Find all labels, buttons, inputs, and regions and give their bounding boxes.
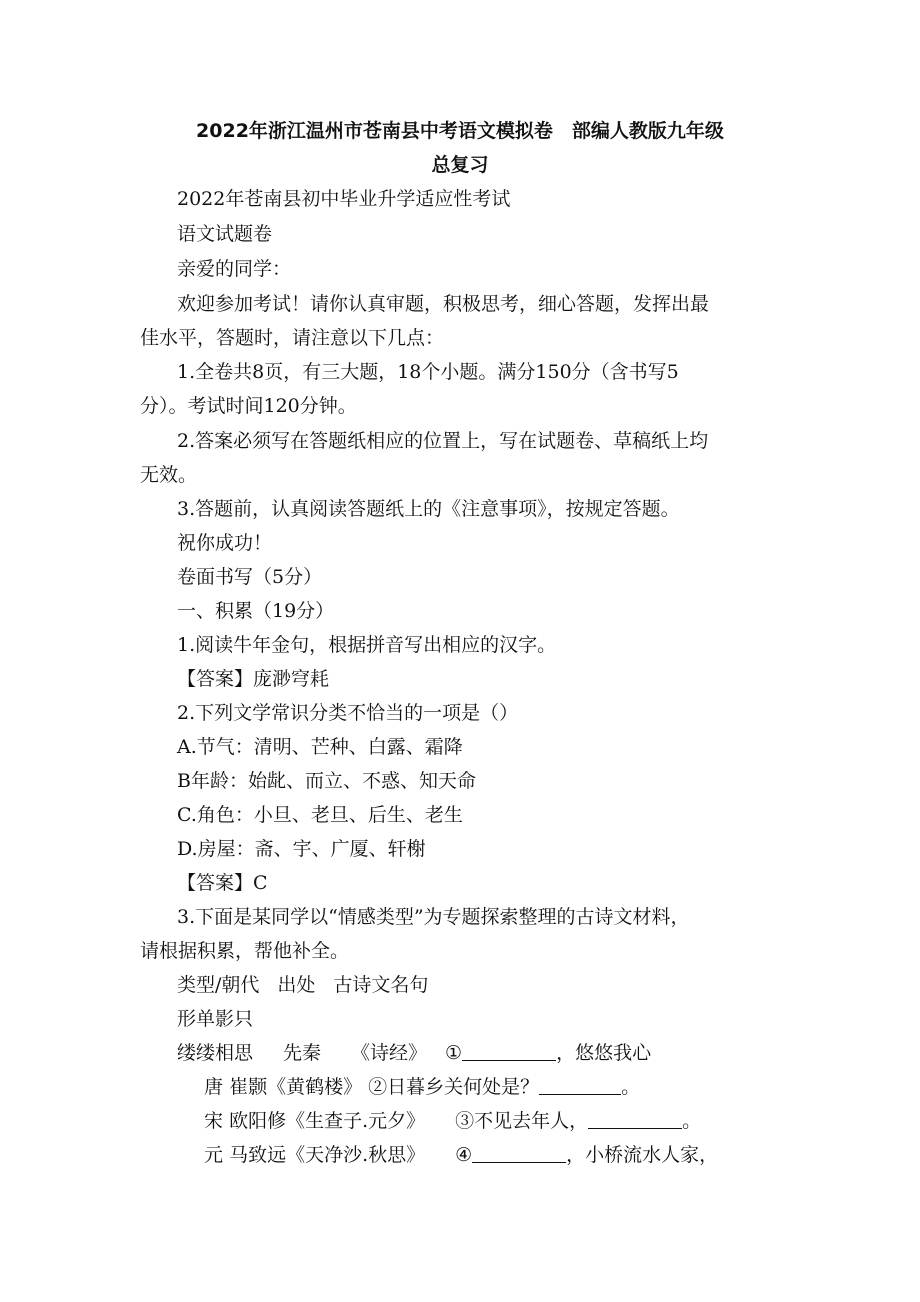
wish: 祝你成功！ — [177, 532, 273, 554]
handwriting-section: 卷面书写（5分） — [177, 566, 323, 588]
row2-after: 。 — [621, 1076, 641, 1098]
table-header-quote: 古诗文名句 — [333, 974, 429, 996]
intro-line2: 佳水平，答题时，请注意以下几点： — [140, 327, 445, 349]
document-title-line1: 2022年浙江温州市苍南县中考语文模拟卷 部编人教版九年级 — [196, 120, 724, 142]
row3-source: 欧阳修《生查子.元夕》 — [229, 1110, 426, 1132]
row3-after: 。 — [682, 1110, 702, 1132]
row1-blank[interactable] — [462, 1042, 556, 1061]
q2-question: 2.下列文学常识分类不恰当的一项是（） — [177, 702, 519, 724]
row4-after: ，小桥流水人家， — [566, 1144, 719, 1166]
row2-blank[interactable] — [539, 1076, 621, 1095]
row4-source: 马致远《天净沙.秋思》 — [229, 1144, 426, 1166]
paper-name: 语文试题卷 — [177, 223, 273, 245]
row1-type: 缕缕相思 — [177, 1042, 254, 1064]
document-title-line2: 总复习 — [431, 154, 489, 176]
table-header-source: 出处 — [277, 974, 316, 996]
row2-source: 崔颢《黄鹤楼》 — [229, 1076, 363, 1098]
note-2-line1: 2.答案必须写在答题纸相应的位置上，写在试题卷、草稿纸上均 — [177, 430, 709, 452]
row1-after: ，悠悠我心 — [556, 1042, 652, 1064]
q3-row-1 — [177, 1036, 827, 1070]
intro-line1: 欢迎参加考试！请你认真审题，积极思考，细心答题，发挥出最 — [177, 293, 710, 315]
q3-table-header — [177, 968, 827, 1002]
note-1-line2: 分）。考试时间120分钟。 — [140, 395, 357, 417]
row4-before: ④ — [455, 1144, 473, 1166]
q1-question: 1.阅读牛年金句，根据拼音写出相应的汉字。 — [177, 634, 557, 656]
row1-before: ① — [445, 1042, 463, 1064]
q1-answer: 【答案】庞渺穹耗 — [177, 668, 330, 690]
row3-before: ③不见去年人， — [455, 1110, 589, 1132]
exam-name: 2022年苍南县初中毕业升学适应性考试 — [177, 188, 511, 210]
row1-source: 《诗经》 — [351, 1042, 428, 1064]
row2-before: ②日暮乡关何处是？ — [368, 1076, 540, 1098]
row1-dynasty: 先秦 — [283, 1042, 322, 1064]
q2-option-a: A.节气：清明、芒种、白露、霜降 — [177, 736, 463, 758]
q2-option-c: C.角色：小旦、老旦、后生、老生 — [177, 804, 463, 826]
q3-row-4 — [204, 1138, 854, 1172]
q2-option-d: D.房屋：斋、宇、广厦、轩榭 — [177, 838, 426, 860]
note-3: 3.答题前，认真阅读答题纸上的《注意事项》，按规定答题。 — [177, 498, 680, 520]
table-header-type: 类型/朝代 — [177, 974, 260, 996]
note-1-line1: 1.全卷共8页，有三大题，18个小题。满分150分（含书写5 — [177, 361, 679, 383]
row3-blank[interactable] — [588, 1110, 682, 1129]
q2-option-b: B年龄：始龀、而立、不惑、知天命 — [177, 770, 476, 792]
note-2-line2: 无效。 — [140, 464, 198, 486]
q3-row-3 — [204, 1104, 854, 1138]
row4-blank[interactable] — [472, 1144, 566, 1163]
greeting: 亲爱的同学： — [177, 258, 292, 280]
part1-heading: 一、积累（19分） — [177, 600, 335, 622]
q3-row-2 — [204, 1070, 854, 1104]
q3-category: 形单影只 — [177, 1008, 254, 1030]
q2-answer: 【答案】C — [177, 872, 268, 894]
row4-dynasty: 元 — [204, 1144, 224, 1166]
row2-dynasty: 唐 — [204, 1076, 224, 1098]
q3-question-line1: 3.下面是某同学以“情感类型”为专题探索整理的古诗文材料， — [177, 906, 690, 928]
q3-question-line2: 请根据积累，帮他补全。 — [140, 940, 350, 962]
row3-dynasty: 宋 — [204, 1110, 224, 1132]
